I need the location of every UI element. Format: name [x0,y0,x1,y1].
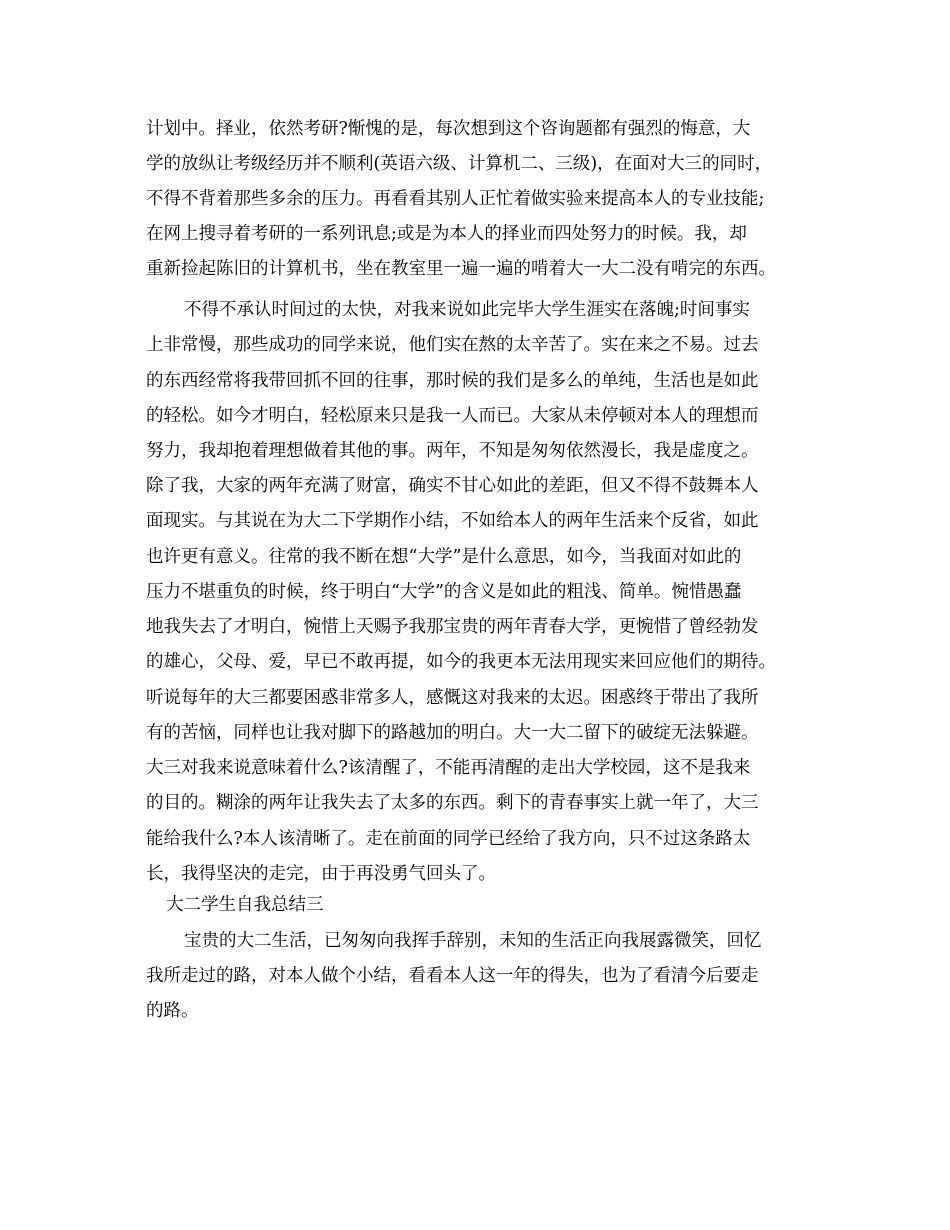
body-line: 重新捡起陈旧的计算机书，坐在教室里一遍一遍的啃着大一大二没有啃完的东西。 [146,259,776,279]
body-line: 上非常慢，那些成功的同学来说，他们实在熬的太辛苦了。实在来之不易。过去 [146,335,759,355]
body-line: 宝贵的大二生活，已匆匆向我挥手辞别，未知的生活正向我展露微笑，回忆 [184,931,762,951]
body-line: 也许更有意义。往常的我不断在想“大学”是什么意思，如今，当我面对如此的 [146,547,742,567]
body-line: 听说每年的大三都要困惑非常多人，感慨这对我来的太迟。困惑终于带出了我所 [146,688,759,708]
body-line: 我所走过的路，对本人做个小结，看看本人这一年的得失，也为了看清今后要走 [146,966,759,986]
body-line: 不得不承认时间过的太快，对我来说如此完毕大学生涯实在落魄;时间事实 [184,300,750,320]
body-line: 有的苦恼，同样也让我对脚下的路越加的明白。大一大二留下的破绽无法躲避。 [146,723,759,743]
body-line: 的目的。糊涂的两年让我失去了太多的东西。剩下的青春事实上就一年了，大三 [146,793,759,813]
body-line: 计划中。择业，依然考研?惭愧的是，每次想到这个咨询题都有强烈的悔意，大 [146,119,751,139]
body-line: 学的放纵让考级经历并不顺利(英语六级、计算机二、三级)，在面对大三的同时， [146,154,773,174]
body-line: 的路。 [146,1001,199,1021]
body-line: 的雄心，父母、爱，早已不敢再提，如今的我更本无法用现实来回应他们的期待。 [146,652,776,672]
body-line: 的轻松。如今才明白，轻松原来只是我一人而已。大家从未停顿对本人的理想而 [146,406,759,426]
body-line: 长，我得坚决的走完，由于再没勇气回头了。 [146,864,496,884]
body-line: 能给我什么?本人该清晰了。走在前面的同学已经给了我方向，只不过这条路太 [146,829,751,849]
section-heading: 大二学生自我总结三 [166,895,324,915]
body-line: 面现实。与其说在为大二下学期作小结，不如给本人的两年生活来个反省，如此 [146,511,759,531]
body-line: 不得不背着那些多余的压力。再看看其别人正忙着做实验来提高本人的专业技能; [146,189,765,209]
body-line: 大三对我来说意味着什么?该清醒了，不能再清醒的走出大学校园，这不是我来 [146,758,751,778]
body-line: 努力，我却抱着理想做着其他的事。两年，不知是匆匆依然漫长，我是虚度之。 [146,441,759,461]
body-line: 地我失去了才明白，惋惜上天赐予我那宝贵的两年青春大学，更惋惜了曾经勃发 [146,617,759,637]
body-line: 在网上搜寻着考研的一系列讯息;或是为本人的择业而四处努力的时候。我，却 [146,224,747,244]
body-line: 压力不堪重负的时候，终于明白“大学”的含义是如此的粗浅、简单。惋惜愚蠢 [146,582,742,602]
body-line: 除了我，大家的两年充满了财富，确实不甘心如此的差距，但又不得不鼓舞本人 [146,476,759,496]
body-line: 的东西经常将我带回抓不回的往事，那时候的我们是多么的单纯，生活也是如此 [146,371,759,391]
